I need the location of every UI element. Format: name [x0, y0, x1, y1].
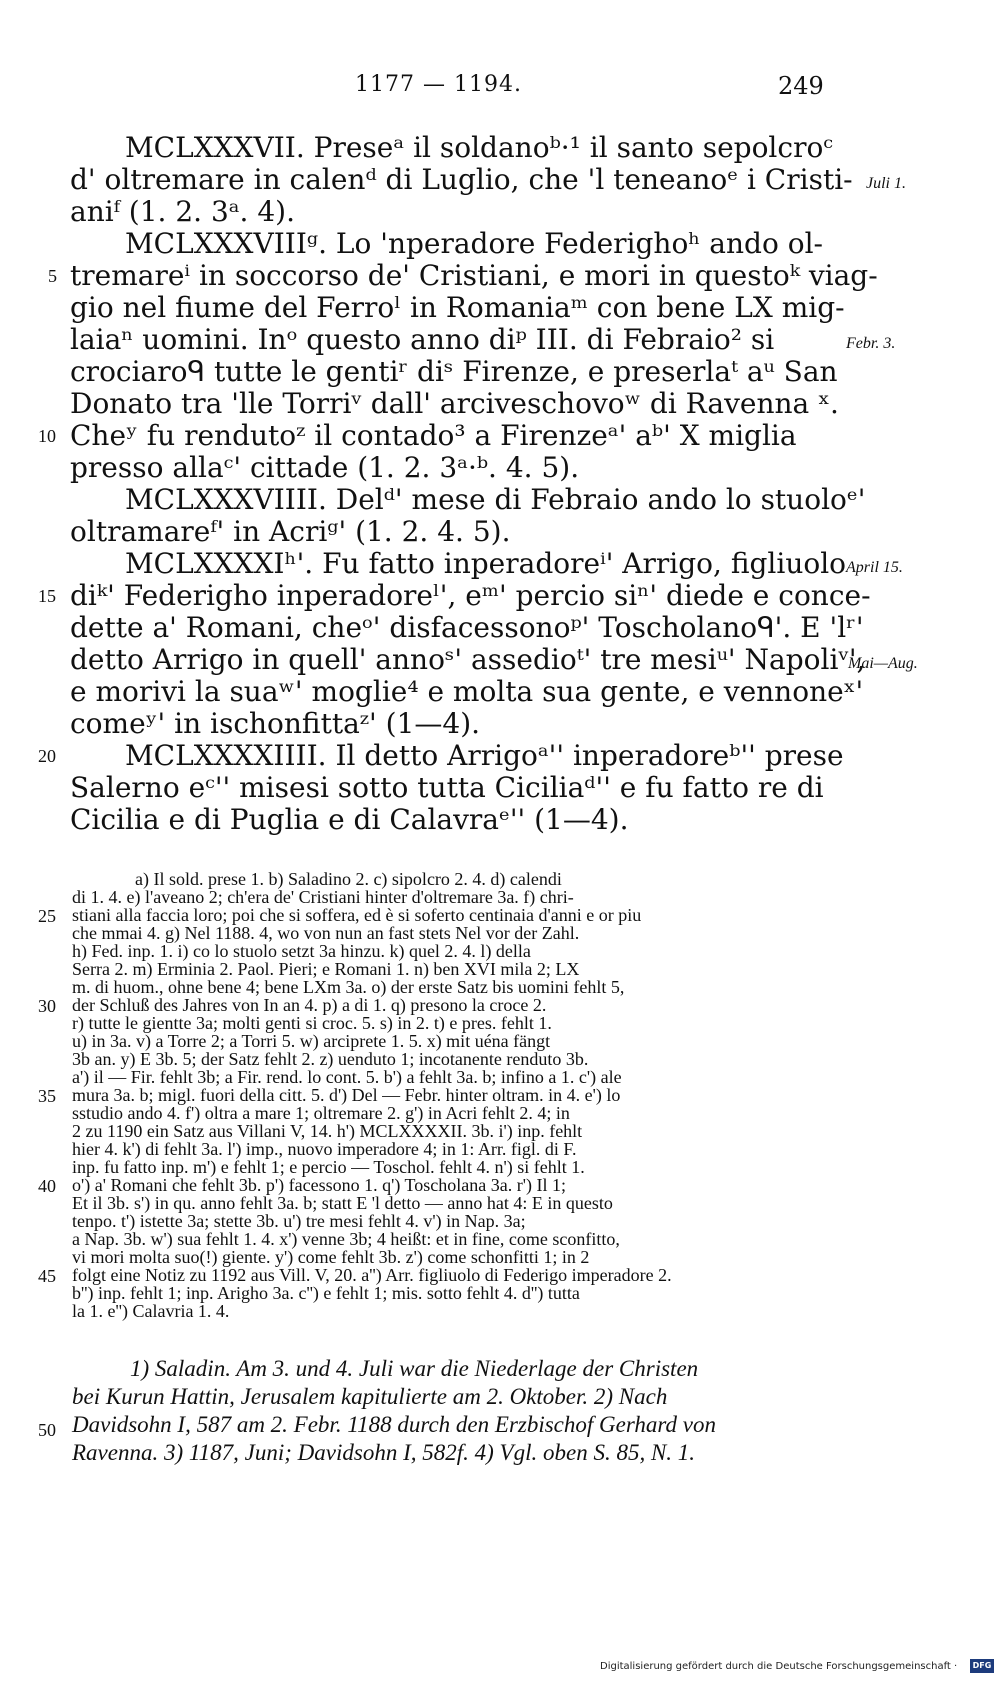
apparatus-line: r) tutte le gientte 3a; molti genti si croc. 5. s) in 2. t) e pres. fehlt 1.: [72, 1013, 552, 1033]
line-number: 5: [48, 266, 57, 286]
apparatus-line: der Schluß des Jahres von In an 4. p) a di 1. q) presono la croce 2.: [72, 995, 547, 1015]
main-line: MCLXXXXIIII. Il detto Arrigoᵃ'' inperadoreᵇ'' prese: [125, 739, 844, 772]
historical-note-line: 1) Saladin. Am 3. und 4. Juli war die Niederlage der Christen: [130, 1356, 699, 1381]
margin-date: Mai—Aug.: [848, 655, 918, 672]
main-line: comeʸ' in ischonfittaᶻ' (1—4).: [70, 707, 481, 740]
main-line: MCLXXXVII. Preseᵃ il soldanoᵇ·¹ il santo sepolcroᶜ: [125, 131, 833, 164]
main-line: Cicilia e di Puglia e di Calavraᵉ'' (1—4).: [70, 803, 629, 836]
apparatus-line: Serra 2. m) Erminia 2. Paol. Pieri; e Romani 1. n) ben XVI mila 2; LX: [72, 959, 580, 979]
apparatus-line: o') a' Romani che fehlt 3b. p') facessono 1. q') Toscholana 3a. r') Il 1;: [72, 1175, 566, 1195]
main-line: MCLXXXVIIIᵍ. Lo 'nperadore Federighoʰ ando ol-: [125, 227, 823, 260]
margin-date: Juli 1.: [866, 175, 906, 192]
apparatus-line: di 1. 4. e) l'aveano 2; ch'era de' Cristiani hinter d'oltremare 3a. f) chri-: [72, 887, 574, 907]
apparatus-line: 3b an. y) E 3b. 5; der Satz fehlt 2. z) uenduto 1; incotanente renduto 3b.: [72, 1049, 589, 1069]
line-number: 40: [38, 1176, 56, 1196]
line-number: 20: [38, 746, 56, 766]
main-line: gio nel fiume del Ferroˡ in Romaniaᵐ con bene LX mig-: [70, 291, 845, 324]
main-line: MCLXXXVIIII. Delᵈ' mese di Febraio ando lo stuoloᵉ': [125, 483, 866, 516]
main-line: presso allaᶜ' cittade (1. 2. 3ᵃ·ᵇ. 4. 5).: [70, 451, 580, 484]
main-line: Cheʸ fu rendutoᶻ il contado³ a Firenzeᵃ' aᵇ' X miglia: [70, 419, 797, 452]
main-line: laiaⁿ uomini. Inᵒ questo anno diᵖ III. di Febraio² si: [70, 323, 775, 356]
apparatus-line: stiani alla faccia loro; poi che si soffera, ed è si soferto centinaia d'anni e or piu: [72, 905, 642, 925]
apparatus-line: a Nap. 3b. w') sua fehlt 1. 4. x') venne 3b; 4 heißt: et in fine, come sconfitto,: [72, 1229, 620, 1249]
line-number: 35: [38, 1086, 56, 1106]
historical-note-line: bei Kurun Hattin, Jerusalem kapitulierte am 2. Oktober. 2) Nach: [72, 1384, 668, 1409]
apparatus-line: sstudio ando 4. f') oltra a mare 1; oltremare 2. g') in Acri fehlt 2. 4; in: [72, 1103, 570, 1123]
apparatus-line: m. di huom., ohne bene 4; bene LXm 3a. o) der erste Satz bis uomini fehlt 5,: [72, 977, 625, 997]
main-line: dette a' Romani, cheᵒ' disfacessonoᵖ' Toscholanoᑫ'. E 'lʳ': [70, 611, 864, 644]
main-line: crociaroᑫ tutte le gentiʳ diˢ Firenze, e preserlaᵗ aᵘ San: [70, 355, 838, 388]
apparatus-line: hier 4. k') di fehlt 3a. l') imp., nuovo imperadore 4; in 1: Arr. figl. di F.: [72, 1139, 577, 1159]
line-number: 30: [38, 996, 56, 1016]
apparatus-line: h) Fed. inp. 1. i) co lo stuolo setzt 3a hinzu. k) quel 2. 4. l) della: [72, 941, 531, 961]
main-line: Salerno eᶜ'' misesi sotto tutta Ciciliaᵈ'' e fu fatto re di: [70, 771, 824, 804]
main-line: MCLXXXXIʰ'. Fu fatto inperadoreⁱ' Arrigo, figliuolo: [125, 547, 847, 580]
historical-note-line: Ravenna. 3) 1187, Juni; Davidsohn I, 582f. 4) Vgl. oben S. 85, N. 1.: [72, 1440, 696, 1465]
main-line: aniᶠ (1. 2. 3ᵃ. 4).: [70, 195, 295, 228]
line-number: 15: [38, 586, 56, 606]
apparatus-line: a') il — Fir. fehlt 3b; a Fir. rend. lo cont. 5. b') a fehlt 3a. b; infino a 1. c') ale: [72, 1067, 622, 1087]
apparatus-line: la 1. e'') Calavria 1. 4.: [72, 1301, 230, 1321]
apparatus-line: inp. fu fatto inp. m') e fehlt 1; e percio — Toschol. fehlt 4. n') si fehlt 1.: [72, 1157, 585, 1177]
apparatus-line: 2 zu 1190 ein Satz aus Villani V, 14. h') MCLXXXXII. 3b. i') inp. fehlt: [72, 1121, 583, 1141]
apparatus-line: folgt eine Notiz zu 1192 aus Vill. V, 20. a'') Arr. figliuolo di Federigo imperadore 2.: [72, 1265, 672, 1285]
main-line: e morivi la suaʷ' moglie⁴ e molta sua gente, e vennoneˣ': [70, 675, 864, 708]
line-number: 10: [38, 426, 56, 446]
line-number: 50: [38, 1420, 56, 1440]
main-line: tremareⁱ in soccorso de' Cristiani, e mori in questoᵏ viag-: [70, 259, 878, 292]
apparatus-line: vi mori molta suo(!) giente. y') come fehlt 3b. z') come schonfitti 1; in 2: [72, 1247, 590, 1267]
apparatus-line: tenpo. t') istette 3a; stette 3b. u') tre mesi fehlt 4. v') in Nap. 3a;: [72, 1211, 526, 1231]
main-line: d' oltremare in calenᵈ di Luglio, che 'l teneanoᵉ i Cristi-: [70, 163, 853, 196]
page-number: 249: [778, 72, 824, 100]
line-number: 25: [38, 906, 56, 926]
apparatus-line: a) Il sold. prese 1. b) Saladino 2. c) sipolcro 2. 4. d) calendi: [135, 869, 562, 889]
main-line: diᵏ' Federigho inperadoreˡ', eᵐ' percio siⁿ' diede e conce-: [70, 579, 871, 612]
margin-date: April 15.: [846, 559, 903, 576]
dfg-logo: DFG: [970, 1659, 994, 1673]
apparatus-line: b'') inp. fehlt 1; inp. Arigho 3a. c'') e fehlt 1; mis. sotto fehlt 4. d'') tutta: [72, 1283, 580, 1303]
margin-date: Febr. 3.: [846, 335, 896, 352]
line-number: 45: [38, 1266, 56, 1286]
apparatus-line: mura 3a. b; migl. fuori della citt. 5. d') Del — Febr. hinter oltram. in 4. e') lo: [72, 1085, 621, 1105]
historical-note-line: Davidsohn I, 587 am 2. Febr. 1188 durch den Erzbischof Gerhard von: [72, 1412, 716, 1437]
main-line: oltramareᶠ' in Acriᵍ' (1. 2. 4. 5).: [70, 515, 511, 548]
main-line: Donato tra 'lle Torriᵛ dall' arciveschovoʷ di Ravenna ˣ.: [70, 387, 839, 420]
main-line: detto Arrigo in quell' annoˢ' assedioᵗ' tre mesiᵘ' Napoliᵛ',: [70, 643, 866, 676]
apparatus-line: che mmai 4. g) Nel 1188. 4, wo von nun an fast stets Nel vor der Zahl.: [72, 923, 580, 943]
digitization-credit: Digitalisierung gefördert durch die Deutsche Forschungsgemeinschaft ·: [600, 1661, 958, 1672]
running-header: 1177 — 1194.: [355, 72, 522, 97]
apparatus-line: u) in 3a. v) a Torre 2; a Torri 5. w) arciprete 1. 5. x) mit uéna fängt: [72, 1031, 551, 1051]
apparatus-line: Et il 3b. s') in qu. anno fehlt 3a. b; statt E 'l detto — anno hat 4: E in questo: [72, 1193, 613, 1213]
